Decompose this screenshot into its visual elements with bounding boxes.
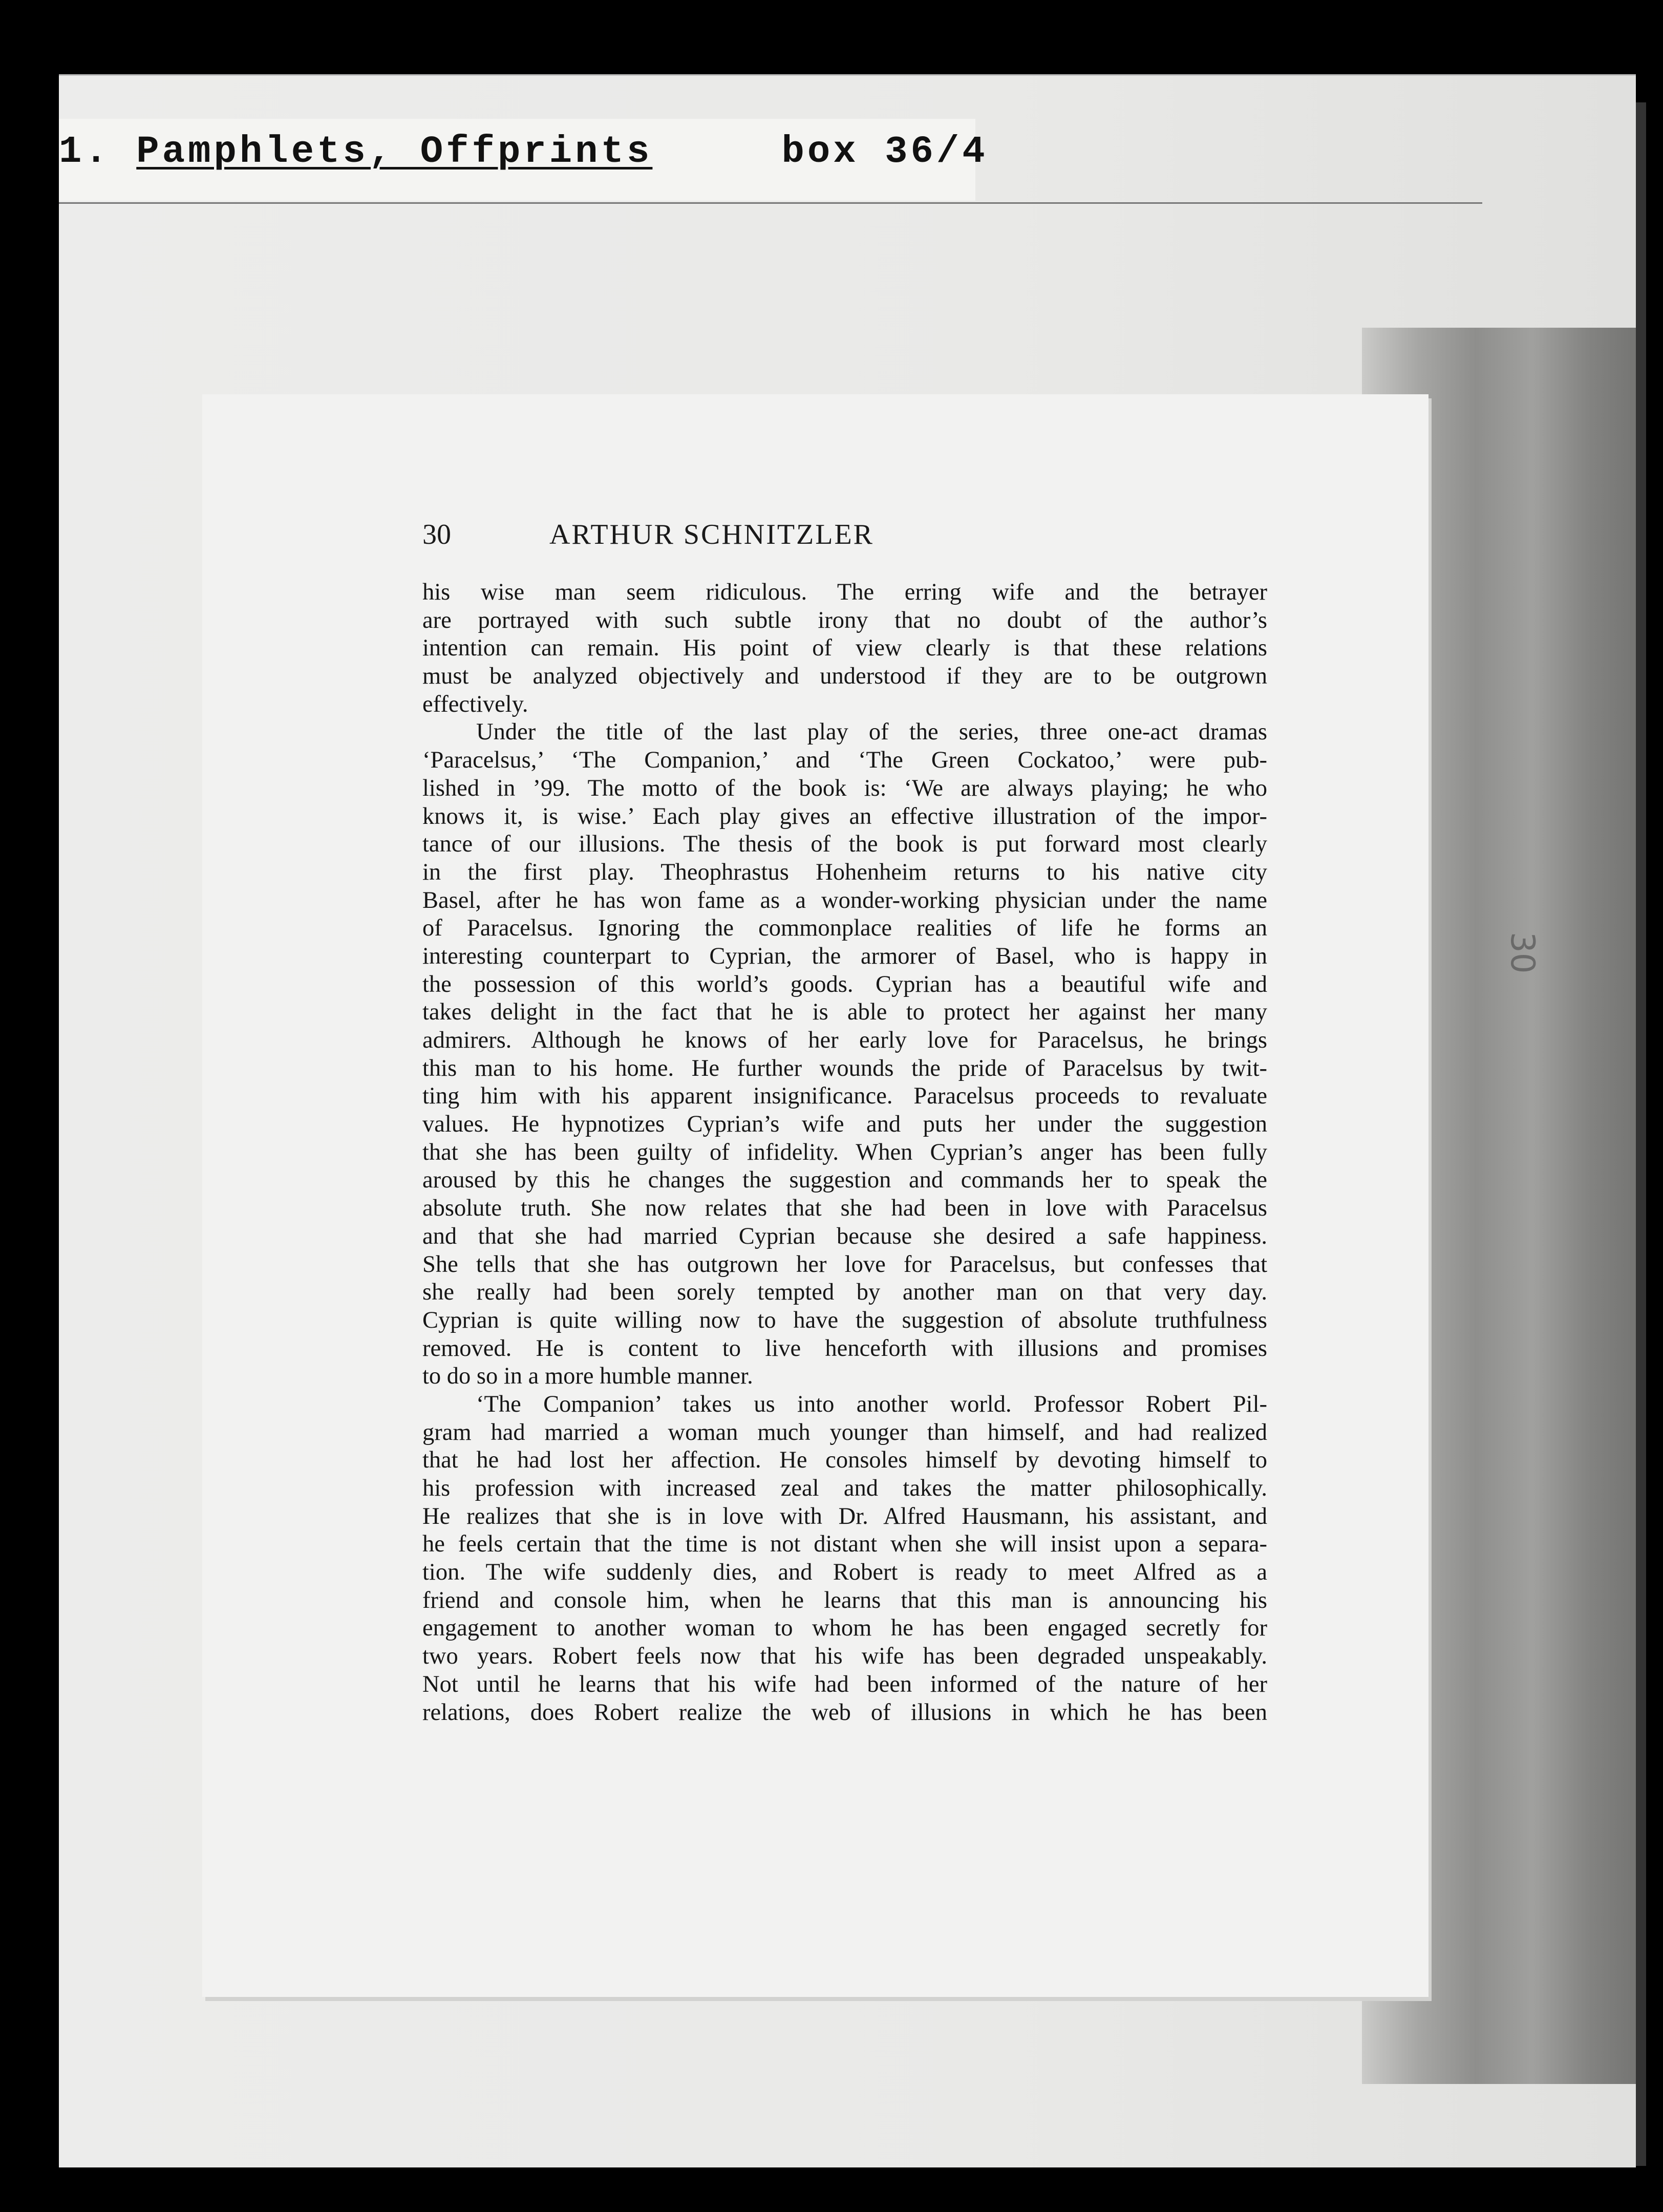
body-line: gram had married a woman much younger than himself, and had realized	[422, 1419, 1267, 1445]
page-header	[422, 518, 1001, 559]
label-box: box 36/4	[781, 131, 988, 174]
body-line: of Paracelsus. Ignoring the commonplace realities of life he forms an	[422, 915, 1267, 942]
handwritten-note: 30	[1503, 932, 1541, 974]
body-line: interesting counterpart to Cyprian, the armorer of Basel, who is happy in	[422, 943, 1267, 969]
body-line: absolute truth. She now relates that she had been in love with Paracelsus	[422, 1195, 1267, 1222]
body-line: he feels certain that the time is not distant when she will insist upon a separa-	[422, 1531, 1267, 1558]
body-line: tion. The wife suddenly dies, and Robert is ready to meet Alfred as a	[422, 1559, 1267, 1586]
body-line: are portrayed with such subtle irony that no doubt of the author’s	[422, 607, 1267, 633]
body-line: values. He hypnotizes Cyprian’s wife and puts her under the suggestion	[422, 1111, 1267, 1138]
body-line: ting him with his apparent insignificance. Paracelsus proceeds to revaluate	[422, 1083, 1267, 1110]
body-line: She tells that she has outgrown her love for Paracelsus, but confesses that	[422, 1251, 1267, 1278]
label-title: Pamphlets, Offprints	[136, 131, 653, 174]
body-line: two years. Robert feels now that his wife has been degraded unspeakably.	[422, 1643, 1267, 1670]
body-line: in the first play. Theophrastus Hohenheim returns to his native city	[422, 859, 1267, 885]
body-line: that she has been guilty of infidelity. When Cyprian’s anger has been fully	[422, 1139, 1267, 1165]
body-line: removed. He is content to live henceforth with illusions and promises	[422, 1335, 1267, 1362]
body-line: that he had lost her affection. He consoles himself by devoting himself to	[422, 1447, 1267, 1474]
body-line: his profession with increased zeal and takes the matter philosophically.	[422, 1475, 1267, 1501]
label-divider	[59, 202, 1482, 204]
archive-label-text	[59, 131, 988, 174]
body-line: Cyprian is quite willing now to have the suggestion of absolute truthfulness	[422, 1307, 1267, 1333]
page-body	[422, 579, 1267, 1727]
page-number: 30	[422, 519, 451, 550]
body-line: lished in ’99. The motto of the book is: ‘We are always playing; he who	[422, 775, 1267, 801]
body-line: friend and console him, when he learns that this man is announcing his	[422, 1587, 1267, 1613]
body-line: his wise man seem ridiculous. The erring wife and the betrayer	[422, 579, 1267, 605]
body-line: the possession of this world’s goods. Cyprian has a beautiful wife and	[422, 971, 1267, 997]
body-line: this man to his home. He further wounds the pride of Paracelsus by twit-	[422, 1055, 1267, 1081]
body-line: engagement to another woman to whom he has been engaged secretly for	[422, 1615, 1267, 1642]
label-number: 1.	[59, 131, 111, 174]
body-line: must be analyzed objectively and understood if they are to be outgrown	[422, 663, 1267, 690]
body-line: effectively.	[422, 691, 528, 717]
body-line: to do so in a more humble manner.	[422, 1363, 753, 1390]
body-line: knows it, is wise.’ Each play gives an effective illustration of the impor-	[422, 803, 1267, 830]
body-line: she really had been sorely tempted by another man on that very day.	[422, 1279, 1267, 1306]
body-line: takes delight in the fact that he is able to protect her against her many	[422, 999, 1267, 1026]
scan-edge	[1636, 102, 1646, 2166]
body-line: Basel, after he has won fame as a wonder-working physician under the name	[422, 887, 1267, 913]
body-line: admirers. Although he knows of her early love for Paracelsus, he brings	[422, 1027, 1267, 1053]
body-line: Not until he learns that his wife had been informed of the nature of her	[422, 1671, 1267, 1697]
body-line: ‘Paracelsus,’ ‘The Companion,’ and ‘The Green Cockatoo,’ were pub-	[422, 747, 1267, 774]
body-line: He realizes that she is in love with Dr. Alfred Hausmann, his assistant, and	[422, 1503, 1267, 1529]
body-line: intention can remain. His point of view clearly is that these relations	[422, 635, 1267, 662]
body-line: tance of our illusions. The thesis of the book is put forward most clearly	[422, 831, 1267, 858]
body-line: and that she had married Cyprian because she desired a safe happiness.	[422, 1223, 1267, 1249]
body-line: Under the title of the last play of the series, three one-act dramas	[476, 719, 1267, 746]
running-head: ARTHUR SCHNITZLER	[549, 519, 875, 550]
body-line: ‘The Companion’ takes us into another world. Professor Robert Pil-	[476, 1391, 1267, 1417]
body-line: aroused by this he changes the suggestion and commands her to speak the	[422, 1167, 1267, 1194]
body-line: relations, does Robert realize the web of illusions in which he has been	[422, 1699, 1267, 1726]
